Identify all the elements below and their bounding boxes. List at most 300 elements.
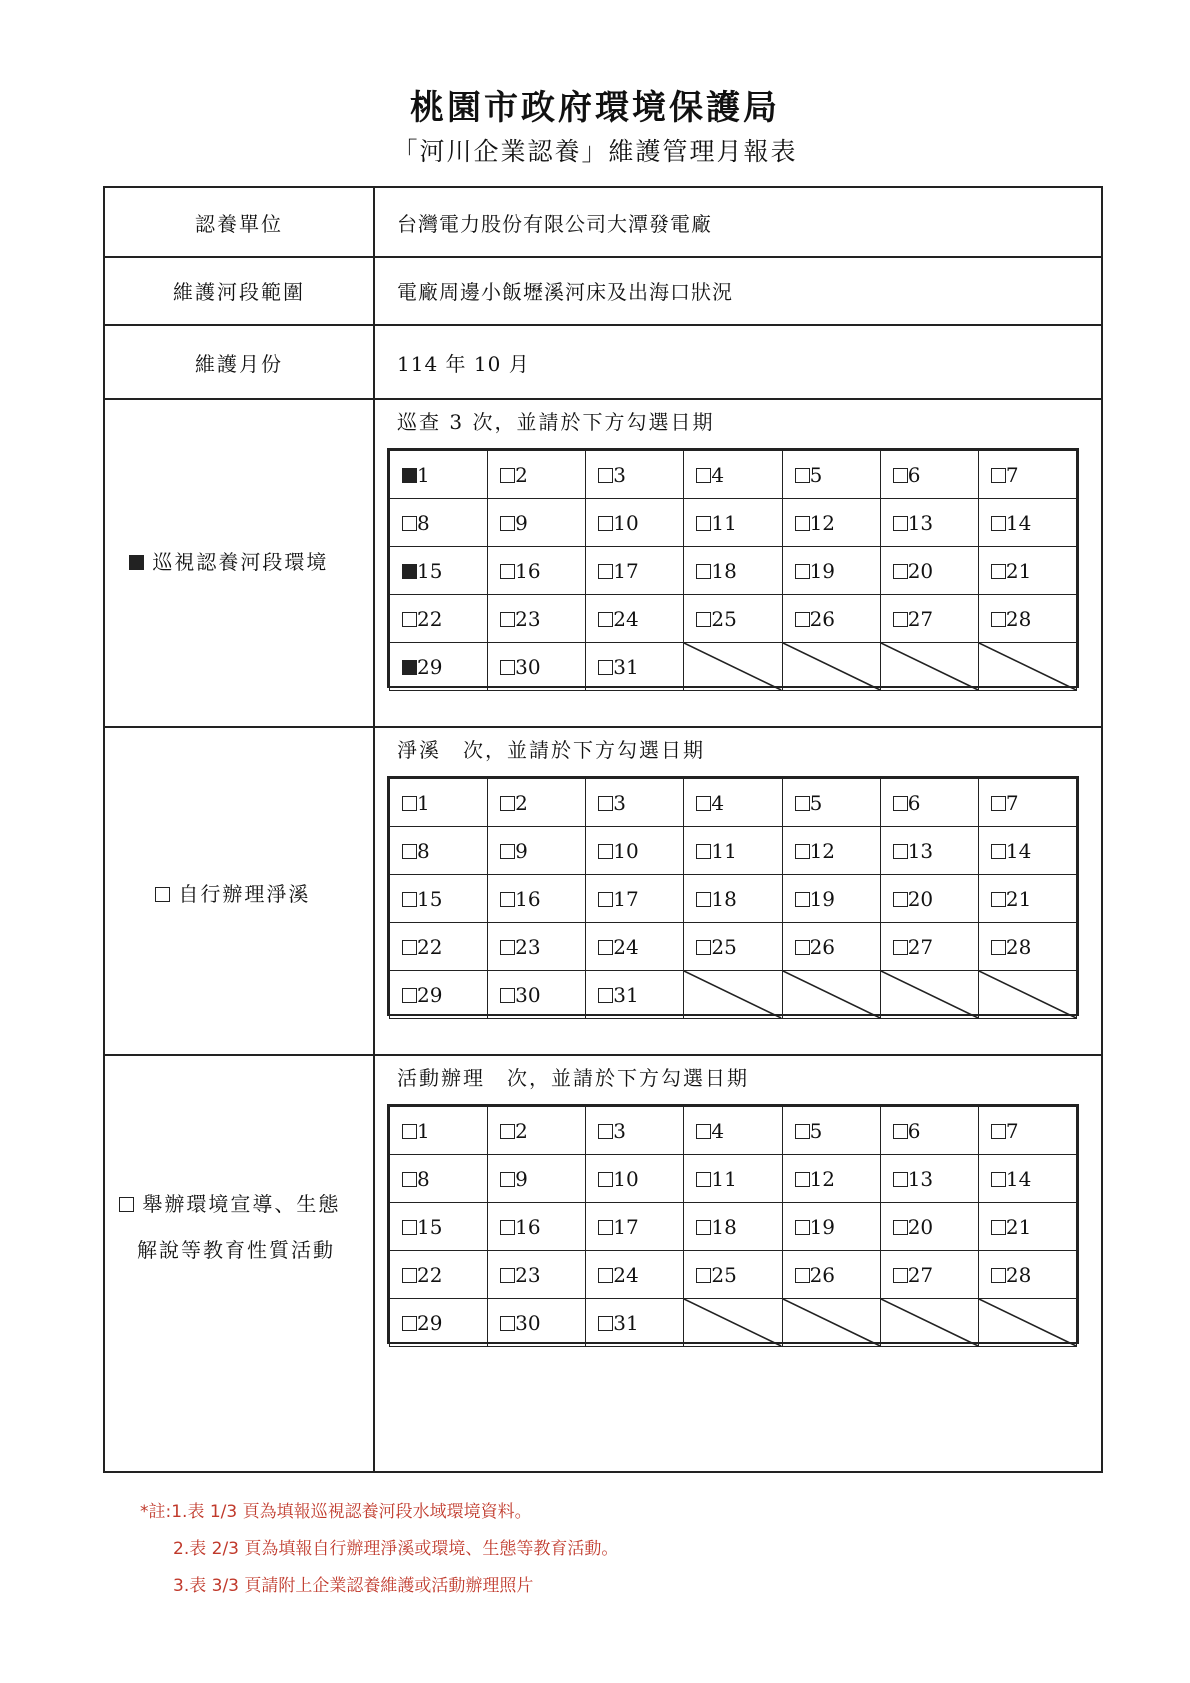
date-checkbox[interactable] bbox=[991, 1172, 1006, 1187]
empty-cell bbox=[782, 1299, 880, 1347]
date-checkbox[interactable] bbox=[991, 612, 1006, 627]
date-checkbox[interactable] bbox=[893, 612, 908, 627]
diagonal-strike bbox=[881, 1299, 978, 1346]
date-checkbox[interactable] bbox=[402, 796, 417, 811]
date-label: 26 bbox=[809, 606, 836, 631]
date-checkbox[interactable] bbox=[696, 796, 711, 811]
date-cell bbox=[684, 1203, 782, 1251]
date-checkbox[interactable] bbox=[893, 844, 908, 859]
date-checkbox[interactable] bbox=[795, 844, 810, 859]
diagonal-strike bbox=[881, 643, 978, 690]
date-checkbox[interactable] bbox=[991, 844, 1006, 859]
date-label: 28 bbox=[1005, 606, 1032, 631]
date-checkbox[interactable] bbox=[402, 468, 417, 483]
date-label: 31 bbox=[613, 654, 639, 679]
patrol-section-text: 巡視認養河段環境 bbox=[152, 550, 329, 574]
date-checkbox[interactable] bbox=[402, 1268, 417, 1283]
date-checkbox[interactable] bbox=[795, 516, 810, 531]
date-cell bbox=[488, 779, 586, 827]
date-checkbox[interactable] bbox=[893, 516, 908, 531]
education-section-text-2: 解說等教育性質活動 bbox=[137, 1238, 335, 1262]
date-label: 30 bbox=[515, 982, 541, 1007]
date-cell bbox=[782, 779, 880, 827]
date-cell bbox=[390, 595, 488, 643]
date-label: 27 bbox=[907, 1262, 934, 1287]
date-cell bbox=[586, 779, 684, 827]
date-cell bbox=[390, 451, 488, 499]
date-label: 23 bbox=[515, 934, 541, 959]
date-label: 25 bbox=[711, 606, 737, 631]
diagonal-strike bbox=[684, 1299, 781, 1346]
date-label: 24 bbox=[613, 934, 639, 959]
date-label: 15 bbox=[417, 886, 443, 911]
date-checkbox[interactable] bbox=[991, 1220, 1006, 1235]
date-checkbox[interactable] bbox=[696, 516, 711, 531]
date-checkbox[interactable] bbox=[991, 1268, 1006, 1283]
date-checkbox[interactable] bbox=[598, 892, 613, 907]
river-section-label: 維護河段範圍 bbox=[173, 280, 305, 304]
date-checkbox[interactable] bbox=[598, 1268, 613, 1283]
footnote-2: 2.表 2/3 頁為填報自行辦理淨溪或環境、生態等教育活動。 bbox=[173, 1539, 619, 1559]
date-checkbox[interactable] bbox=[598, 468, 613, 483]
date-cell bbox=[488, 451, 586, 499]
date-cell bbox=[978, 1155, 1076, 1203]
date-checkbox[interactable] bbox=[795, 468, 810, 483]
date-label: 1 bbox=[417, 462, 430, 487]
date-label: 22 bbox=[417, 1262, 443, 1287]
date-checkbox[interactable] bbox=[500, 1220, 515, 1235]
date-cell bbox=[978, 451, 1076, 499]
date-label: 15 bbox=[417, 558, 443, 583]
education-date-grid bbox=[387, 1104, 1079, 1344]
date-label: 7 bbox=[1005, 790, 1019, 815]
date-checkbox[interactable] bbox=[402, 940, 417, 955]
date-label: 26 bbox=[809, 1262, 836, 1287]
date-cell bbox=[390, 1203, 488, 1251]
adopter-value: 台灣電力股份有限公司大潭發電廠 bbox=[397, 212, 712, 236]
date-label: 11 bbox=[711, 1166, 737, 1191]
date-checkbox[interactable] bbox=[402, 1220, 417, 1235]
date-checkbox[interactable] bbox=[500, 612, 515, 627]
date-cell bbox=[586, 1299, 684, 1347]
date-label: 4 bbox=[711, 1118, 725, 1143]
date-cell bbox=[782, 1203, 880, 1251]
date-checkbox[interactable] bbox=[598, 940, 613, 955]
diagonal-strike bbox=[881, 971, 978, 1018]
date-label: 8 bbox=[417, 838, 430, 863]
date-checkbox[interactable] bbox=[893, 564, 908, 579]
date-label: 8 bbox=[417, 1166, 430, 1191]
river-section-value: 電廠周邊小飯壢溪河床及出海口狀況 bbox=[397, 280, 733, 304]
date-label: 12 bbox=[809, 1166, 836, 1191]
date-cell bbox=[782, 1251, 880, 1299]
date-label: 12 bbox=[809, 510, 836, 535]
date-label: 16 bbox=[515, 558, 541, 583]
date-cell bbox=[978, 875, 1076, 923]
date-label: 20 bbox=[907, 1214, 934, 1239]
date-cell bbox=[390, 547, 488, 595]
date-cell bbox=[684, 1107, 782, 1155]
diagonal-strike bbox=[979, 643, 1076, 690]
date-checkbox[interactable] bbox=[500, 468, 515, 483]
date-cell bbox=[390, 1251, 488, 1299]
date-cell bbox=[488, 1251, 586, 1299]
date-label: 1 bbox=[417, 790, 430, 815]
date-checkbox[interactable] bbox=[696, 468, 711, 483]
date-cell bbox=[782, 1107, 880, 1155]
date-label: 14 bbox=[1005, 838, 1032, 863]
date-cell bbox=[488, 1155, 586, 1203]
date-label: 28 bbox=[1005, 934, 1032, 959]
date-checkbox[interactable] bbox=[598, 612, 613, 627]
date-cell bbox=[586, 923, 684, 971]
date-label: 5 bbox=[809, 462, 823, 487]
date-checkbox[interactable] bbox=[598, 516, 613, 531]
date-label: 2 bbox=[515, 462, 528, 487]
empty-cell bbox=[782, 643, 880, 691]
date-label: 24 bbox=[613, 1262, 639, 1287]
date-cell bbox=[488, 827, 586, 875]
date-checkbox[interactable] bbox=[598, 844, 613, 859]
empty-cell bbox=[978, 643, 1076, 691]
date-cell bbox=[684, 595, 782, 643]
date-checkbox[interactable] bbox=[795, 1268, 810, 1283]
date-checkbox[interactable] bbox=[696, 892, 711, 907]
date-cell bbox=[390, 1107, 488, 1155]
date-label: 19 bbox=[809, 1214, 836, 1239]
date-cell bbox=[488, 971, 586, 1019]
date-cell bbox=[586, 1251, 684, 1299]
date-checkbox[interactable] bbox=[893, 892, 908, 907]
date-cell bbox=[978, 923, 1076, 971]
date-label: 16 bbox=[515, 1214, 541, 1239]
date-label: 10 bbox=[613, 510, 639, 535]
month-value: 114 年 10 月 bbox=[397, 352, 530, 376]
cleanup-section-text: 自行辦理淨溪 bbox=[178, 882, 311, 906]
date-checkbox[interactable] bbox=[795, 564, 810, 579]
date-cell bbox=[978, 547, 1076, 595]
date-cell bbox=[782, 451, 880, 499]
date-checkbox[interactable] bbox=[795, 892, 810, 907]
date-label: 25 bbox=[711, 1262, 737, 1287]
date-label: 30 bbox=[515, 654, 541, 679]
date-checkbox[interactable] bbox=[402, 988, 417, 1003]
date-cell bbox=[586, 1203, 684, 1251]
date-cell bbox=[390, 875, 488, 923]
date-cell bbox=[978, 779, 1076, 827]
patrol-subheader: 巡查 3 次，並請於下方勾選日期 bbox=[397, 410, 715, 434]
date-cell bbox=[684, 547, 782, 595]
date-checkbox[interactable] bbox=[500, 844, 515, 859]
date-checkbox[interactable] bbox=[500, 988, 515, 1003]
education-section-label bbox=[105, 1188, 373, 1217]
date-checkbox[interactable] bbox=[696, 844, 711, 859]
date-checkbox[interactable] bbox=[893, 468, 908, 483]
date-label: 12 bbox=[809, 838, 836, 863]
date-checkbox[interactable] bbox=[795, 1220, 810, 1235]
date-label: 7 bbox=[1005, 1118, 1019, 1143]
date-label: 17 bbox=[613, 886, 639, 911]
date-label: 22 bbox=[417, 934, 443, 959]
date-label: 18 bbox=[711, 886, 737, 911]
date-checkbox[interactable] bbox=[893, 1220, 908, 1235]
date-cell bbox=[978, 1251, 1076, 1299]
date-label: 13 bbox=[907, 838, 934, 863]
empty-cell bbox=[880, 643, 978, 691]
date-label: 15 bbox=[417, 1214, 443, 1239]
date-cell bbox=[782, 1155, 880, 1203]
date-checkbox[interactable] bbox=[598, 1220, 613, 1235]
date-cell bbox=[586, 1155, 684, 1203]
date-cell bbox=[586, 499, 684, 547]
date-checkbox[interactable] bbox=[402, 1172, 417, 1187]
date-checkbox[interactable] bbox=[500, 660, 515, 675]
date-cell bbox=[684, 451, 782, 499]
date-cell bbox=[782, 547, 880, 595]
date-checkbox[interactable] bbox=[500, 892, 515, 907]
date-cell bbox=[880, 451, 978, 499]
date-checkbox[interactable] bbox=[402, 516, 417, 531]
date-label: 14 bbox=[1005, 510, 1032, 535]
date-label: 21 bbox=[1005, 1214, 1032, 1239]
date-label: 17 bbox=[613, 1214, 639, 1239]
diagonal-strike bbox=[783, 1299, 880, 1346]
date-cell bbox=[880, 595, 978, 643]
date-checkbox[interactable] bbox=[598, 660, 613, 675]
date-checkbox[interactable] bbox=[991, 468, 1006, 483]
patrol-section-checkbox[interactable] bbox=[129, 555, 144, 570]
date-cell bbox=[684, 875, 782, 923]
date-label: 9 bbox=[515, 1166, 528, 1191]
date-checkbox[interactable] bbox=[991, 892, 1006, 907]
date-checkbox[interactable] bbox=[991, 940, 1006, 955]
date-cell bbox=[586, 595, 684, 643]
date-label: 1 bbox=[417, 1118, 430, 1143]
row-divider bbox=[105, 398, 1101, 400]
date-label: 3 bbox=[613, 790, 627, 815]
date-label: 16 bbox=[515, 886, 541, 911]
date-cell bbox=[390, 971, 488, 1019]
date-label: 10 bbox=[613, 1166, 639, 1191]
empty-cell bbox=[684, 1299, 782, 1347]
date-cell bbox=[488, 1299, 586, 1347]
date-checkbox[interactable] bbox=[893, 1124, 908, 1139]
date-cell bbox=[390, 1155, 488, 1203]
date-checkbox[interactable] bbox=[795, 1172, 810, 1187]
date-label: 5 bbox=[809, 1118, 823, 1143]
date-label: 6 bbox=[907, 1118, 921, 1143]
date-cell bbox=[390, 499, 488, 547]
date-checkbox[interactable] bbox=[991, 564, 1006, 579]
date-cell bbox=[880, 1155, 978, 1203]
date-checkbox[interactable] bbox=[500, 564, 515, 579]
date-cell bbox=[586, 827, 684, 875]
date-checkbox[interactable] bbox=[500, 796, 515, 811]
diagonal-strike bbox=[979, 1299, 1076, 1346]
date-label: 9 bbox=[515, 510, 528, 535]
date-label: 28 bbox=[1005, 1262, 1032, 1287]
date-label: 7 bbox=[1005, 462, 1019, 487]
date-checkbox[interactable] bbox=[795, 612, 810, 627]
date-label: 8 bbox=[417, 510, 430, 535]
row-divider bbox=[105, 324, 1101, 326]
date-checkbox[interactable] bbox=[991, 1124, 1006, 1139]
date-cell bbox=[488, 643, 586, 691]
date-label: 21 bbox=[1005, 886, 1032, 911]
date-checkbox[interactable] bbox=[696, 564, 711, 579]
date-checkbox[interactable] bbox=[696, 612, 711, 627]
date-label: 3 bbox=[613, 462, 627, 487]
row-divider bbox=[105, 726, 1101, 728]
date-cell bbox=[880, 1203, 978, 1251]
date-checkbox[interactable] bbox=[598, 796, 613, 811]
date-cell bbox=[488, 923, 586, 971]
education-section-checkbox[interactable] bbox=[119, 1197, 134, 1212]
date-label: 30 bbox=[515, 1310, 541, 1335]
date-checkbox[interactable] bbox=[795, 796, 810, 811]
date-cell bbox=[684, 779, 782, 827]
date-cell bbox=[586, 547, 684, 595]
date-checkbox[interactable] bbox=[696, 1220, 711, 1235]
date-cell bbox=[390, 923, 488, 971]
date-checkbox[interactable] bbox=[696, 1172, 711, 1187]
date-cell bbox=[684, 827, 782, 875]
date-cell bbox=[978, 827, 1076, 875]
date-label: 20 bbox=[907, 558, 934, 583]
date-label: 27 bbox=[907, 606, 934, 631]
date-cell bbox=[978, 1203, 1076, 1251]
empty-cell bbox=[684, 971, 782, 1019]
date-checkbox[interactable] bbox=[598, 1124, 613, 1139]
date-checkbox[interactable] bbox=[696, 940, 711, 955]
date-label: 10 bbox=[613, 838, 639, 863]
empty-cell bbox=[978, 971, 1076, 1019]
diagonal-strike bbox=[783, 971, 880, 1018]
date-cell bbox=[782, 499, 880, 547]
date-cell bbox=[978, 1107, 1076, 1155]
agency-title: 桃園市政府環境保護局 bbox=[410, 88, 780, 128]
date-label: 2 bbox=[515, 790, 528, 815]
education-section-text-1: 舉辦環境宣導、生態 bbox=[142, 1192, 341, 1216]
date-checkbox[interactable] bbox=[598, 1172, 613, 1187]
date-cell bbox=[978, 595, 1076, 643]
date-cell bbox=[684, 923, 782, 971]
date-cell bbox=[880, 1251, 978, 1299]
date-label: 26 bbox=[809, 934, 836, 959]
date-checkbox[interactable] bbox=[402, 564, 417, 579]
date-label: 6 bbox=[907, 462, 921, 487]
date-label: 20 bbox=[907, 886, 934, 911]
date-checkbox[interactable] bbox=[402, 1124, 417, 1139]
date-cell bbox=[684, 499, 782, 547]
date-checkbox[interactable] bbox=[893, 940, 908, 955]
date-label: 18 bbox=[711, 1214, 737, 1239]
date-checkbox[interactable] bbox=[893, 1268, 908, 1283]
date-label: 11 bbox=[711, 510, 737, 535]
date-checkbox[interactable] bbox=[893, 796, 908, 811]
date-cell bbox=[782, 875, 880, 923]
date-cell bbox=[978, 499, 1076, 547]
date-label: 19 bbox=[809, 558, 836, 583]
date-checkbox[interactable] bbox=[696, 1124, 711, 1139]
date-checkbox[interactable] bbox=[500, 516, 515, 531]
date-checkbox[interactable] bbox=[500, 1172, 515, 1187]
date-checkbox[interactable] bbox=[402, 612, 417, 627]
date-label: 18 bbox=[711, 558, 737, 583]
date-checkbox[interactable] bbox=[991, 796, 1006, 811]
date-cell bbox=[586, 451, 684, 499]
date-label: 3 bbox=[613, 1118, 627, 1143]
date-label: 13 bbox=[907, 1166, 934, 1191]
date-cell bbox=[488, 1107, 586, 1155]
month-label: 維護月份 bbox=[195, 352, 283, 376]
date-checkbox[interactable] bbox=[893, 1172, 908, 1187]
empty-cell bbox=[978, 1299, 1076, 1347]
date-cell bbox=[390, 779, 488, 827]
date-label: 17 bbox=[613, 558, 639, 583]
date-cell bbox=[782, 595, 880, 643]
date-cell bbox=[586, 1107, 684, 1155]
date-cell bbox=[880, 827, 978, 875]
date-cell bbox=[880, 779, 978, 827]
date-checkbox[interactable] bbox=[500, 1316, 515, 1331]
date-checkbox[interactable] bbox=[991, 516, 1006, 531]
date-cell bbox=[684, 1251, 782, 1299]
date-cell bbox=[488, 875, 586, 923]
date-checkbox[interactable] bbox=[500, 1124, 515, 1139]
date-cell bbox=[880, 923, 978, 971]
diagonal-strike bbox=[783, 643, 880, 690]
date-cell bbox=[782, 923, 880, 971]
date-checkbox[interactable] bbox=[598, 988, 613, 1003]
date-checkbox[interactable] bbox=[500, 940, 515, 955]
date-label: 6 bbox=[907, 790, 921, 815]
patrol-section-label bbox=[105, 546, 373, 575]
date-cell bbox=[488, 1203, 586, 1251]
date-checkbox[interactable] bbox=[696, 1268, 711, 1283]
date-cell bbox=[586, 875, 684, 923]
empty-cell bbox=[782, 971, 880, 1019]
date-checkbox[interactable] bbox=[598, 564, 613, 579]
date-label: 29 bbox=[417, 654, 443, 679]
diagonal-strike bbox=[684, 971, 781, 1018]
cleanup-section-checkbox[interactable] bbox=[155, 887, 170, 902]
row-divider bbox=[105, 1054, 1101, 1056]
date-checkbox[interactable] bbox=[402, 1316, 417, 1331]
date-cell bbox=[880, 1107, 978, 1155]
patrol-date-grid bbox=[387, 448, 1079, 688]
date-cell bbox=[390, 1299, 488, 1347]
date-checkbox[interactable] bbox=[500, 1268, 515, 1283]
date-label: 27 bbox=[907, 934, 934, 959]
date-checkbox[interactable] bbox=[795, 1124, 810, 1139]
date-checkbox[interactable] bbox=[795, 940, 810, 955]
date-label: 2 bbox=[515, 1118, 528, 1143]
cleanup-subheader: 淨溪 次，並請於下方勾選日期 bbox=[397, 738, 705, 762]
date-checkbox[interactable] bbox=[402, 844, 417, 859]
date-cell bbox=[684, 1155, 782, 1203]
date-checkbox[interactable] bbox=[402, 892, 417, 907]
date-label: 4 bbox=[711, 462, 725, 487]
date-cell bbox=[880, 499, 978, 547]
date-cell bbox=[782, 827, 880, 875]
date-checkbox[interactable] bbox=[598, 1316, 613, 1331]
date-label: 14 bbox=[1005, 1166, 1032, 1191]
date-label: 29 bbox=[417, 982, 443, 1007]
diagonal-strike bbox=[684, 643, 781, 690]
date-label: 9 bbox=[515, 838, 528, 863]
date-checkbox[interactable] bbox=[402, 660, 417, 675]
